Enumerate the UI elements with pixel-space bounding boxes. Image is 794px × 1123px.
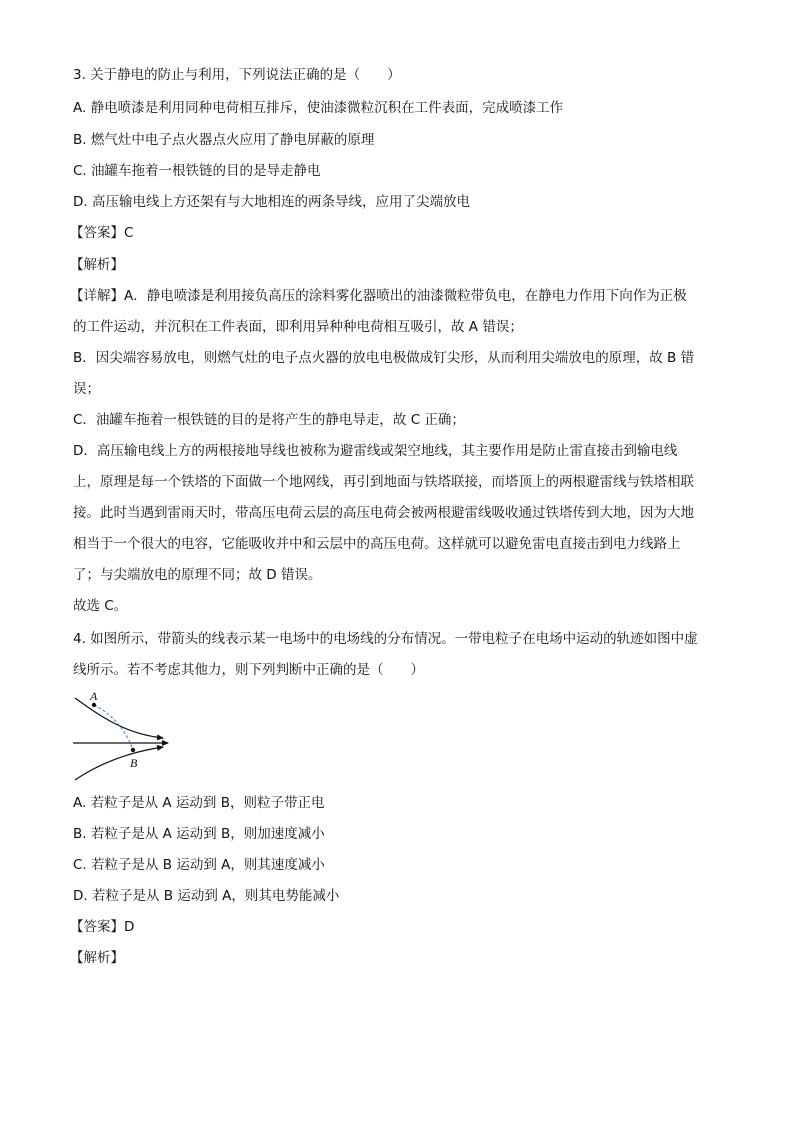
q4-option-b: B. 若粒子是从 A 运动到 B，则加速度减小: [73, 826, 325, 842]
electric-field-diagram: [70, 688, 180, 784]
q3-option-c: C. 油罐车拖着一根铁链的目的是导走静电: [73, 163, 321, 179]
q3-detail-line: 上，原理是每一个铁塔的下面做一个地网线，再引到地面与铁塔联接，而塔顶上的两根避雷线与铁塔相联: [73, 474, 694, 490]
q4-stem-line: 线所示。若不考虑其他力，则下列判断中正确的是（ ）: [73, 662, 424, 678]
q3-analysis-heading: 【解析】: [70, 257, 124, 273]
q3-option-a: A. 静电喷漆是利用同种电荷相互排斥，使油漆微粒沉积在工件表面，完成喷漆工作: [73, 100, 564, 116]
q3-option-d: D. 高压输电线上方还架有与大地相连的两条导线，应用了尖端放电: [73, 194, 470, 210]
q3-conclusion: 故选 C。: [73, 598, 128, 614]
q3-detail-line: C．油罐车拖着一根铁链的目的是将产生的静电导走，故 C 正确；: [73, 412, 465, 428]
q3-detail-line: 【详解】A．静电喷漆是利用接负高压的涂料雾化器喷出的油漆微粒带负电，在静电力作用下向作为正极: [70, 288, 687, 304]
q3-stem: 3. 关于静电的防止与利用，下列说法正确的是（ ）: [73, 67, 401, 83]
point-b: [131, 748, 135, 752]
q3-detail-line: 相当于一个很大的电容，它能吸收并中和云层中的高压电荷。这样就可以避免雷电直接击到电力线路上: [73, 536, 681, 552]
q4-option-a: A. 若粒子是从 A 运动到 B，则粒子带正电: [73, 795, 325, 811]
q3-detail-line: D．高压输电线上方的两根接地导线也被称为避雷线或架空地线，其主要作用是防止雷直接击到输电线: [73, 443, 678, 459]
q4-answer: 【答案】D: [70, 919, 135, 935]
q4-analysis-heading: 【解析】: [70, 950, 124, 966]
q4-stem-line: 4. 如图所示，带箭头的线表示某一电场中的电场线的分布情况。一带电粒子在电场中运动的轨迹如图中虚: [73, 631, 698, 647]
q3-detail-line: 的工件运动，并沉积在工件表面，即利用异种种电荷相互吸引，故 A 错误；: [73, 319, 523, 335]
q3-detail-line: 误；: [73, 381, 100, 397]
q3-detail-line: B．因尖端容易放电，则燃气灶的电子点火器的放电电极做成钉尖形，从而利用尖端放电的原理，故 B 错: [73, 350, 695, 366]
q3-detail-line: 接。此时当遇到雷雨天时，带高压电荷云层的高压电荷会被两根避雷线吸收通过铁塔传到大地，因为大地: [73, 505, 694, 521]
q4-option-c: C. 若粒子是从 B 运动到 A，则其速度减小: [73, 857, 325, 873]
field-line-upper: [75, 698, 163, 738]
q3-option-b: B. 燃气灶中电子点火器点火应用了静电屏蔽的原理: [73, 132, 375, 148]
field-line-lower: [75, 747, 163, 780]
q4-option-d: D. 若粒子是从 B 运动到 A，则其电势能减小: [73, 888, 340, 904]
label-b: B: [130, 756, 138, 770]
q3-answer: 【答案】C: [70, 225, 134, 241]
point-a: [92, 703, 96, 707]
q3-detail-line: 了；与尖端放电的原理不同；故 D 错误。: [73, 567, 322, 583]
label-a: A: [90, 689, 98, 703]
